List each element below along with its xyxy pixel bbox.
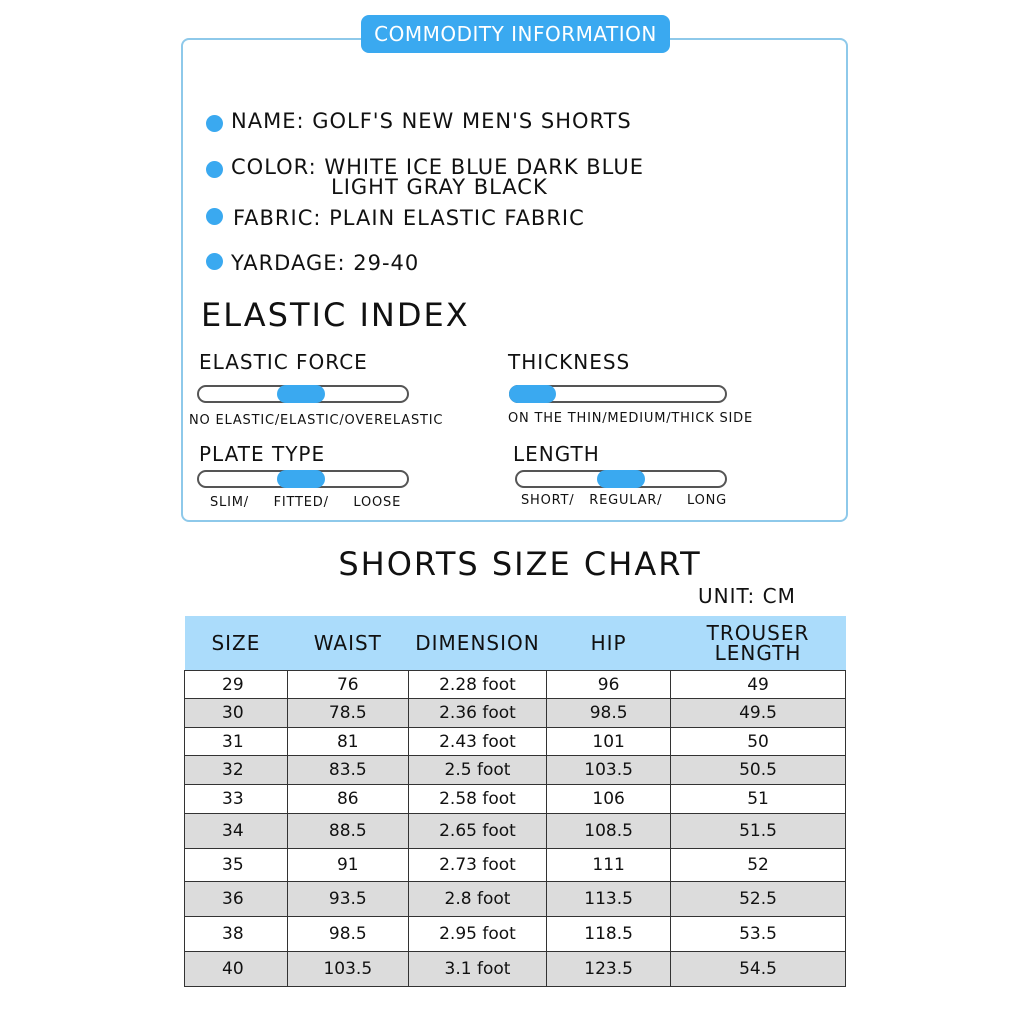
length-options: SHORT/ REGULAR/ LONG	[521, 493, 728, 508]
cell-waist: 103.5	[287, 952, 408, 987]
cell-trouser-length: 51.5	[671, 814, 846, 849]
cell-waist: 93.5	[287, 882, 408, 917]
info-item-color	[206, 157, 644, 197]
elastic-force-options: NO ELASTIC/ELASTIC/OVERELASTIC	[189, 413, 444, 428]
plate-type-indicator	[277, 470, 325, 488]
table-header-row	[185, 616, 846, 671]
info-item-yardage	[206, 253, 419, 273]
cell-size: 40	[185, 952, 288, 987]
cell-dimension: 2.95 foot	[408, 917, 546, 952]
cell-trouser-length: 52	[671, 849, 846, 882]
cell-trouser-length: 50	[671, 728, 846, 756]
cell-hip: 96	[547, 671, 671, 699]
cell-waist: 78.5	[287, 699, 408, 728]
cell-hip: 101	[547, 728, 671, 756]
thickness-label: THICKNESS	[508, 350, 631, 374]
cell-trouser-length: 50.5	[671, 756, 846, 785]
cell-size: 36	[185, 882, 288, 917]
elastic-index-title: ELASTIC INDEX	[201, 296, 470, 334]
cell-size: 34	[185, 814, 288, 849]
info-yardage-text: YARDAGE: 29-40	[231, 251, 420, 275]
plate-type-label: PLATE TYPE	[199, 442, 326, 466]
cell-hip: 113.5	[547, 882, 671, 917]
info-color-text	[231, 157, 644, 197]
cell-hip: 111	[547, 849, 671, 882]
elastic-force-slider	[197, 385, 409, 403]
cell-dimension: 2.5 foot	[408, 756, 546, 785]
cell-dimension: 2.65 foot	[408, 814, 546, 849]
cell-dimension: 2.73 foot	[408, 849, 546, 882]
length-label: LENGTH	[513, 442, 600, 466]
cell-waist: 83.5	[287, 756, 408, 785]
table-row	[185, 699, 846, 728]
bullet-dot-icon	[206, 253, 223, 270]
cell-size: 35	[185, 849, 288, 882]
size-chart-table	[184, 616, 846, 987]
cell-trouser-length: 54.5	[671, 952, 846, 987]
table-row	[185, 671, 846, 699]
length-indicator	[597, 470, 645, 488]
table-row	[185, 814, 846, 849]
plate-type-options: SLIM/ FITTED/ LOOSE	[210, 495, 402, 510]
cell-waist: 76	[287, 671, 408, 699]
col-header-hip: HIP	[547, 616, 671, 671]
cell-waist: 81	[287, 728, 408, 756]
cell-trouser-length: 49.5	[671, 699, 846, 728]
cell-size: 32	[185, 756, 288, 785]
cell-dimension: 3.1 foot	[408, 952, 546, 987]
info-item-name	[206, 111, 632, 132]
col-header-trouser-length: TROUSER LENGTH	[671, 616, 846, 671]
commodity-information-badge: COMMODITY INFORMATION	[361, 15, 670, 53]
cell-hip: 106	[547, 785, 671, 814]
cell-trouser-length: 52.5	[671, 882, 846, 917]
cell-dimension: 2.43 foot	[408, 728, 546, 756]
table-row	[185, 849, 846, 882]
cell-trouser-length: 49	[671, 671, 846, 699]
table-row	[185, 917, 846, 952]
info-fabric-text: FABRIC: PLAIN ELASTIC FABRIC	[233, 206, 585, 230]
table-row	[185, 756, 846, 785]
thickness-slider	[509, 385, 727, 403]
info-color-line2: LIGHT GRAY BLACK	[331, 175, 548, 199]
col-header-waist: WAIST	[287, 616, 408, 671]
table-row	[185, 785, 846, 814]
cell-waist: 88.5	[287, 814, 408, 849]
thickness-indicator	[509, 385, 556, 403]
size-chart-title: SHORTS SIZE CHART	[338, 545, 702, 583]
table-row	[185, 882, 846, 917]
table-row	[185, 952, 846, 987]
thickness-options: ON THE THIN/MEDIUM/THICK SIDE	[508, 411, 753, 426]
cell-waist: 86	[287, 785, 408, 814]
cell-hip: 123.5	[547, 952, 671, 987]
cell-trouser-length: 53.5	[671, 917, 846, 952]
plate-type-slider	[197, 470, 409, 488]
col-header-size: SIZE	[185, 616, 288, 671]
cell-size: 30	[185, 699, 288, 728]
cell-size: 31	[185, 728, 288, 756]
elastic-force-label: ELASTIC FORCE	[199, 350, 368, 374]
bullet-dot-icon	[206, 161, 223, 178]
cell-hip: 103.5	[547, 756, 671, 785]
cell-hip: 98.5	[547, 699, 671, 728]
cell-hip: 118.5	[547, 917, 671, 952]
cell-hip: 108.5	[547, 814, 671, 849]
cell-dimension: 2.36 foot	[408, 699, 546, 728]
col-header-dimension: DIMENSION	[408, 616, 546, 671]
length-slider	[515, 470, 727, 488]
info-item-fabric	[206, 208, 585, 228]
elastic-force-indicator	[277, 385, 325, 403]
table-row	[185, 728, 846, 756]
bullet-dot-icon	[206, 208, 223, 225]
cell-size: 38	[185, 917, 288, 952]
cell-waist: 98.5	[287, 917, 408, 952]
cell-trouser-length: 51	[671, 785, 846, 814]
cell-dimension: 2.58 foot	[408, 785, 546, 814]
cell-size: 33	[185, 785, 288, 814]
cell-dimension: 2.8 foot	[408, 882, 546, 917]
cell-dimension: 2.28 foot	[408, 671, 546, 699]
cell-size: 29	[185, 671, 288, 699]
info-name-text: NAME: GOLF'S NEW MEN'S SHORTS	[231, 109, 632, 133]
info-color-line1: COLOR: WHITE ICE BLUE DARK BLUE	[231, 155, 644, 179]
cell-waist: 91	[287, 849, 408, 882]
bullet-dot-icon	[206, 115, 223, 132]
unit-label: UNIT: CM	[698, 584, 796, 608]
